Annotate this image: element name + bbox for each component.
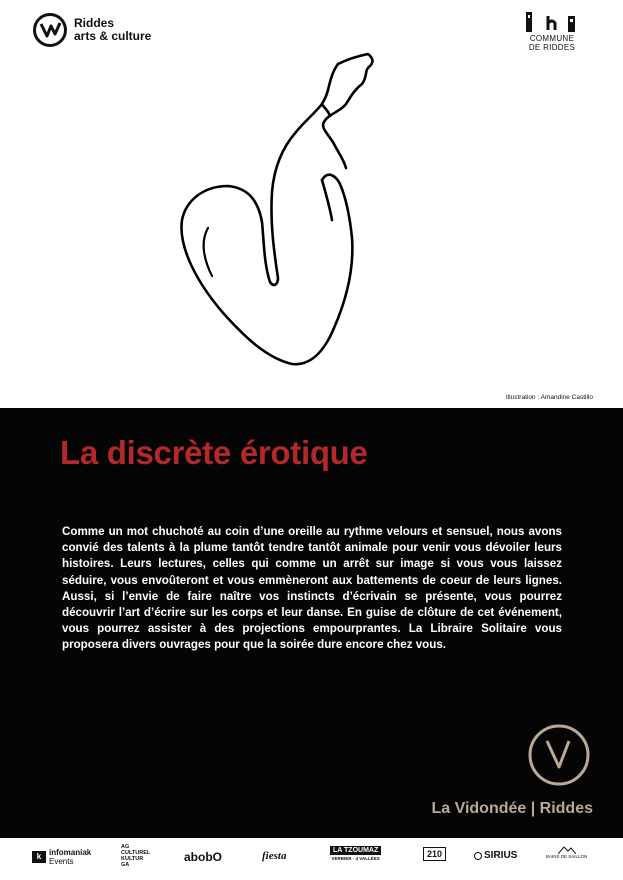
illustration-credit: Illustration : Amandine Castillo bbox=[505, 394, 593, 401]
sponsor-tzoumaz-name: LA TZOUMAZ bbox=[330, 846, 381, 855]
sponsor-ag-line3: KULTUR bbox=[121, 856, 144, 862]
event-panel bbox=[0, 408, 623, 838]
organizer-logo bbox=[32, 12, 151, 48]
sponsor-bar bbox=[0, 838, 623, 880]
event-description: Comme un mot chuchoté au coin d’une oreille au rythme velours et sensuel, nous avons convié des talents à la plume tantôt tendre tantôt animale pour venir vous dévoiler leurs histoires. Leurs lectures, celles qui comme un arrêt sur image si vous vous laissez séduire, vous envoûteront et vous emmèneront aux battements de coeur de leurs lignes. Aussi, si l’envie de faire naître vos instincts d’écrivain se présente, vous pourrez découvrir l’art d’écrire sur les corps et leur danse. En guise de clôture de cet événement, vous pourrez assister à des projections empourprantes. La Libraire Solitaire vous proposera divers ouvrages pour que la soirée dure encore chez vous. bbox=[62, 525, 562, 652]
venue-name: La Vidondée | Riddes bbox=[431, 800, 593, 817]
sponsor-ag-line1: AG bbox=[121, 844, 130, 850]
mountain-icon bbox=[558, 846, 576, 854]
sponsor-ag-line4: GA bbox=[121, 862, 130, 868]
sponsor-tzoumaz bbox=[330, 846, 381, 861]
sirius-icon bbox=[474, 852, 482, 860]
sponsor-abobo: abobO bbox=[184, 850, 222, 864]
sponsor-bains-saillon bbox=[546, 846, 587, 859]
sponsor-infomaniak-sub: Events bbox=[49, 857, 74, 866]
sponsor-210: 210 bbox=[423, 847, 446, 861]
sponsor-ag-culturel bbox=[121, 844, 150, 868]
sponsor-fiesta: fiesta bbox=[262, 850, 287, 862]
riddes-arts-logo-icon bbox=[32, 12, 68, 48]
sponsor-sirius bbox=[474, 850, 517, 861]
illustration-area bbox=[0, 0, 623, 408]
infomaniak-icon: k bbox=[32, 851, 46, 863]
sponsor-bains-name: BAINS DE SAILLON bbox=[546, 854, 588, 859]
commune-logo bbox=[511, 12, 593, 52]
sponsor-sirius-name: SIRIUS bbox=[484, 850, 518, 861]
commune-crest-icon bbox=[522, 12, 582, 34]
organizer-name: Riddes bbox=[74, 16, 115, 30]
commune-name-2: DE RIDDES bbox=[528, 43, 576, 52]
sponsor-infomaniak-name: infomaniak bbox=[49, 848, 92, 857]
figure-line-drawing bbox=[178, 52, 388, 367]
commune-name: COMMUNE bbox=[529, 34, 575, 43]
organizer-subtitle: arts & culture bbox=[74, 29, 152, 43]
sponsor-ag-line2: CULTUREL bbox=[121, 850, 151, 856]
sponsor-infomaniak bbox=[32, 848, 91, 866]
sponsor-tzoumaz-sub: VERBIER · 4 VALLÉES bbox=[331, 856, 380, 861]
event-title: La discrète érotique bbox=[60, 434, 368, 471]
vidondee-logo-icon bbox=[527, 723, 591, 787]
